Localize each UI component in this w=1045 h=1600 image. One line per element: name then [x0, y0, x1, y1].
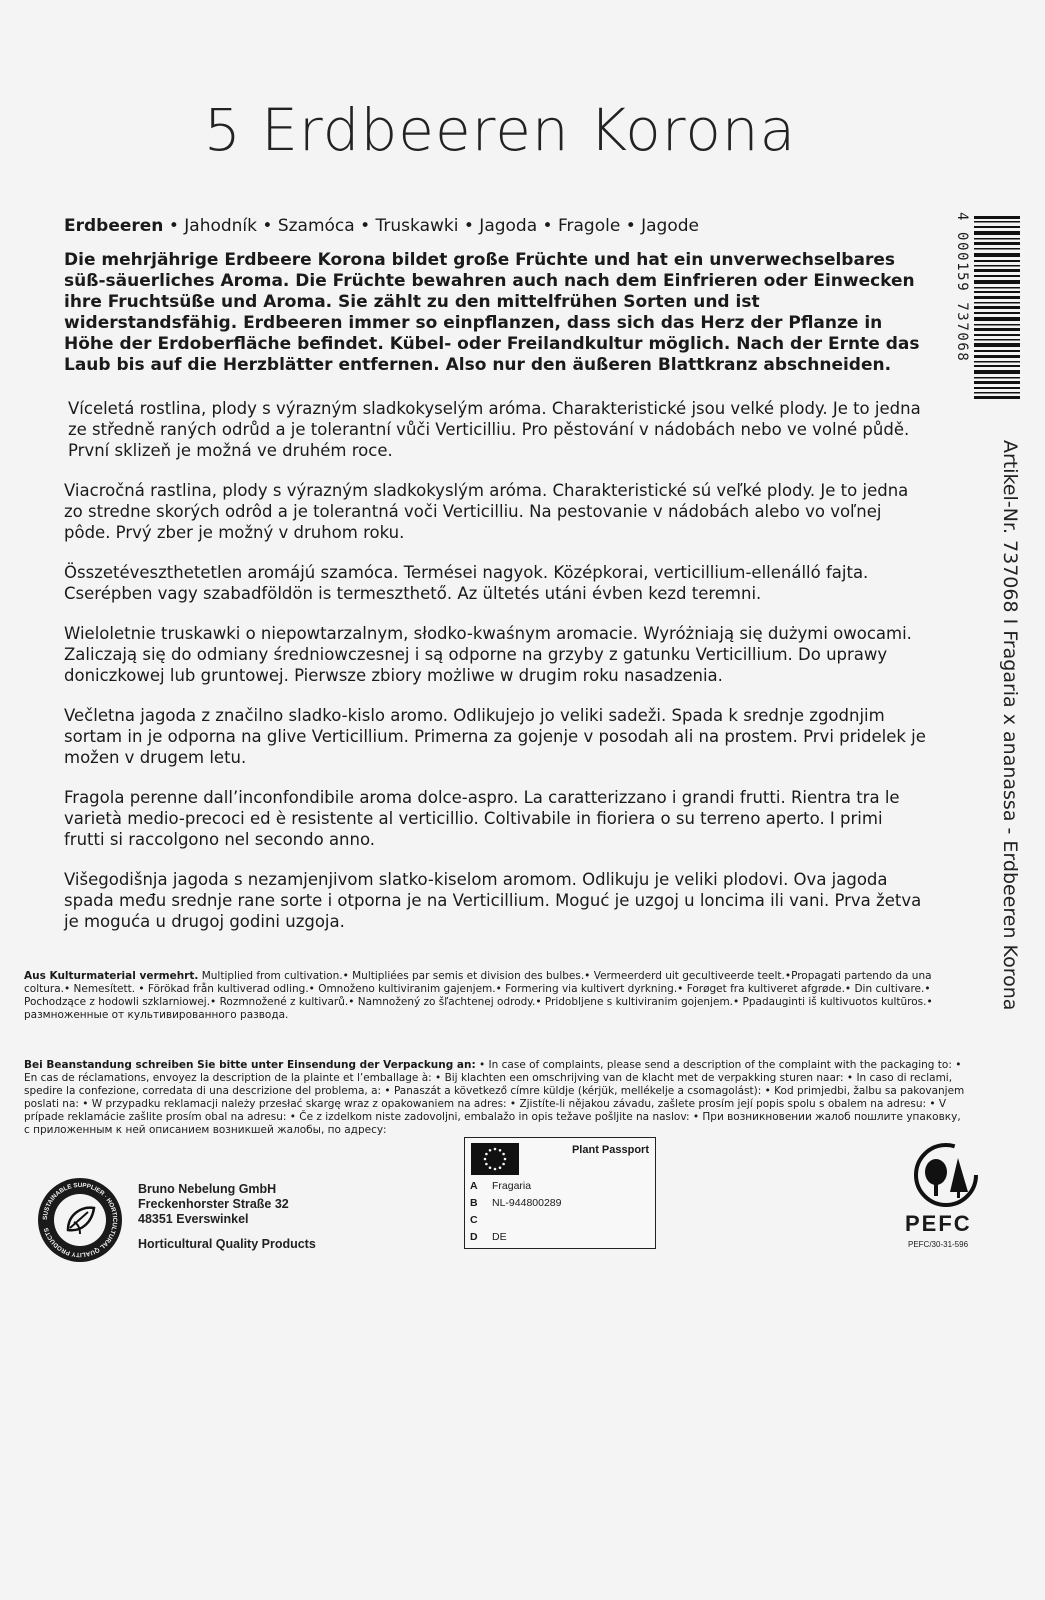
- propagation-note-bold: Aus Kulturmaterial vermehrt.: [24, 970, 199, 982]
- description-hu: Összetéveszthetetlen aromájú szamóca. Termései nagyok. Középkorai, verticillium-ellenálló fajta. Cserépben vagy szabadföldön is termeszthető. Az ültetés utáni évben kezd teremni.: [64, 563, 869, 603]
- company-address: [138, 1182, 316, 1252]
- seal-text: SUSTAINABLE SUPPLIER · HORTICULTURAL QUALITY PRODUCTS: [41, 1181, 119, 1259]
- complaint-note-text: • In case of complaints, please send a description of the complaint with the packaging to: • En cas de réclamations, envoyez la description de la plainte et l’emballage à: • Bij klachten een omschrijving van de klacht met de verpakking sturen naar: • In caso di reclami, spedire la confezione, corredata di una descrizione del problema, a: • Panaszát a következő címre küldje (kérjük, mellékelje a csomagolást): • Kod primjedbi, žalbu sa pakovanjem poslati na: • W przypadku reklamacji należy przesłać skargę wraz z opakowaniem na adres: • Zjistíte-li nějakou závadu, zašlete prosím její popis spolu s obalem na adresu: • V prípade reklamácie zašlite prosím obal na adresu: • Če z izdelkom niste zadovoljni, embalažo in opis težave pošljite na naslov: • При возникновении жалоб пошлите упаковку, с приложенным к ней описанием возникшей жалобы, по адресу:: [24, 1059, 965, 1136]
- complaint-note-bold: Bei Beanstandung schreiben Sie bitte unter Einsendung der Verpackung an:: [24, 1059, 476, 1071]
- common-name-primary: Erdbeeren: [64, 216, 164, 236]
- plant-passport-row: [470, 1214, 650, 1228]
- plant-passport-row: [470, 1231, 650, 1245]
- plant-passport-title: Plant Passport: [571, 1144, 649, 1156]
- company-street: Freckenhorster Straße 32: [138, 1197, 289, 1211]
- barcode-digits-wrap: [956, 212, 970, 402]
- barcode: [956, 212, 1020, 402]
- article-side-text: Artikel-Nr. 737068 I Fragaria x ananassa - Erdbeeren Korona: [999, 440, 1021, 1011]
- common-names: [64, 216, 926, 236]
- description-column: [64, 216, 926, 951]
- complaint-note: [24, 1059, 969, 1137]
- company-name: Bruno Nebelung GmbH: [138, 1182, 277, 1196]
- eu-flag-icon: [471, 1143, 519, 1175]
- tree-icon: [906, 1140, 986, 1210]
- row-key: D: [470, 1231, 478, 1243]
- row-value: NL-944800289: [492, 1197, 562, 1209]
- description-de: Die mehrjährige Erdbeere Korona bildet große Früchte und hat ein unverwechselbares süß-säuerliches Aroma. Die Früchte bewahren auch nach dem Einfrieren oder Einwecken ihre Fruchtsüße und Aroma. Sie zählt zu den mittelfrühen Sorten und ist widerstandsfähig. Erdbeeren immer so einpflanzen, dass sich das Herz der Pflanze in Höhe der Erdoberfläche befindet. Kübel- oder Freilandkultur möglich. Nach der Ernte das Laub bis auf die Herzblätter entfernen. Also nur den äußeren Blattkranz abschneiden.: [64, 250, 920, 375]
- description-hr: Višegodišnja jagoda s nezamjenjivom slatko-kiselom aromom. Odlikuju je veliki plodovi. Ova jagoda spada među srednje rane sorte i otporna je na Verticillium. Moguć je uzgoj u loncima ili vani. Prva žetva je moguća u drugoj godini uzgoja.: [64, 870, 922, 931]
- barcode-digits: 4 000159 737068: [954, 212, 970, 363]
- pefc-code: PEFC/30-31-596: [908, 1240, 969, 1249]
- barcode-bars: [974, 212, 1020, 402]
- plant-passport-row: [470, 1180, 650, 1194]
- description-cz: Víceletá rostlina, plody s výrazným sladkokyselým aróma. Charakteristické jsou velké plody. Je to jedna ze středně raných odrůd a je tolerantní vůči Verticilliu. Pro pěstování v nádobách nebo ve volné půdě. První sklizeň je možná ve druhém roce.: [68, 399, 921, 460]
- description-pl: Wieloletnie truskawki o niepowtarzalnym, słodko-kwaśnym aromacie. Wyróżniają się dużymi owocami. Zaliczają się do odmiany średniowczesnej i są odporne na grzyby z gatunku Verticillium. Do uprawy doniczkowej lub gruntowej. Pierwsze zbiory możliwe w drugim roku nasadzenia.: [64, 624, 912, 685]
- row-key: B: [470, 1197, 478, 1209]
- propagation-note: [24, 970, 969, 1022]
- description-sl: Večletna jagoda z značilno sladko-kislo aromo. Odlikujejo jo veliki sadeži. Spada k srednje zgodnjim sortam in je odporna na glive Verticillium. Primerna za gojenje v posodah ali na prostem. Prvi pridelek je možen v drugem letu.: [64, 706, 926, 767]
- row-key: C: [470, 1214, 478, 1226]
- propagation-note-text: Multiplied from cultivation.• Multipliées par semis et division des bulbes.• Vermeerderd uit gecultiveerde teelt.•Propagati partendo da una coltura.• Nemesített. • Förökad från kultiverad odling.• Omnoženo kultiviranim gajenjem.• Formering via kultivert dyrkning.• Forøget fra kultiveret afgrøde.• Din cultivare.• Pochodzące z hodowli szklarniowej.• Rozmnožené z kultivarů.• Namnožený zo šľachtenej odrody.• Pridobljene s kultiviranim gojenjem.• Ppadauginti iš kultivuotos kultūros.• размноженные от культивированного развода.: [24, 970, 933, 1021]
- sustainable-supplier-seal: [38, 1178, 122, 1262]
- company-city: 48351 Everswinkel: [138, 1212, 249, 1226]
- plant-passport: [464, 1137, 656, 1249]
- row-key: A: [470, 1180, 478, 1192]
- row-value: Fragaria: [492, 1180, 532, 1192]
- description-it: Fragola perenne dall’inconfondibile aroma dolce-aspro. La caratterizzano i grandi frutti. Rientra tra le varietà medio-precoci ed è resistente al verticillio. Coltivabile in fioriera o su terreno aperto. I primi frutti si raccolgono nel secondo anno.: [64, 788, 900, 849]
- plant-passport-row: [470, 1197, 650, 1211]
- seal-ring-text: [38, 1178, 122, 1262]
- pefc-label: PEFC: [905, 1211, 972, 1236]
- row-value: DE: [492, 1231, 507, 1243]
- article-side-text-wrap: [993, 440, 1023, 1040]
- svg-text:SUSTAINABLE SUPPLIER · HORTICU: [42, 1182, 118, 1258]
- description-sk: Viacročná rastlina, plody s výrazným sladkokyslým aróma. Charakteristické sú veľké plody. Je to jedna zo stredne skorých odrôd a je tolerantná voči Verticilliu. Na pestovanie v nádobách alebo vo voľnej pôde. Prvý zber je možný v druhom roku.: [64, 481, 909, 542]
- product-title: 5 Erdbeeren Korona: [203, 96, 797, 164]
- company-tagline: Horticultural Quality Products: [138, 1237, 316, 1251]
- common-names-translations: • Jahodník • Szamóca • Truskawki • Jagoda • Fragole • Jagode: [163, 216, 699, 236]
- pefc-logo: [896, 1140, 996, 1270]
